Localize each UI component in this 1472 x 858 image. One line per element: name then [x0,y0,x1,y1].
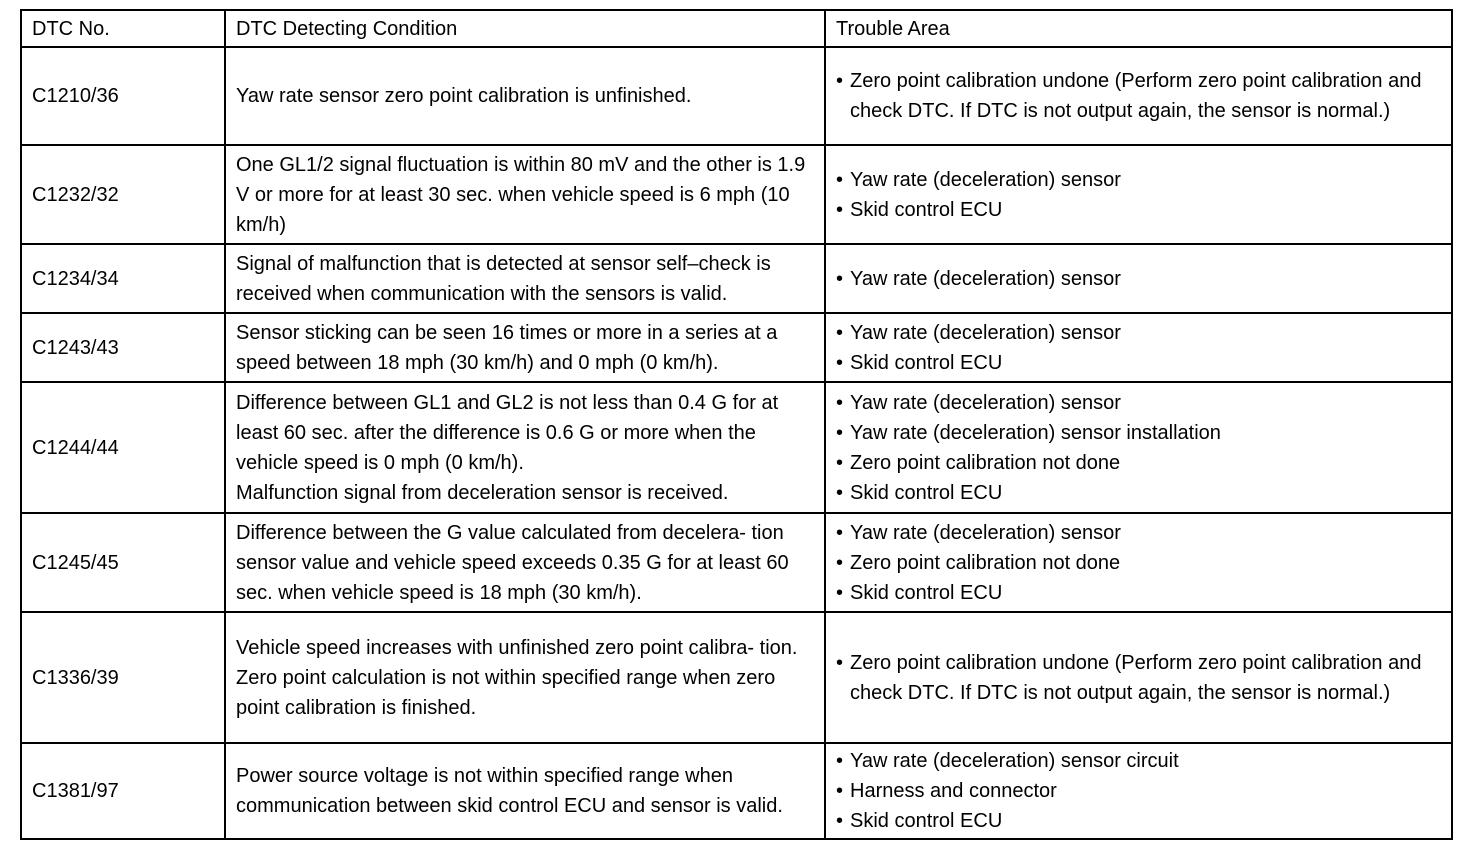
bullet-icon: • [836,651,844,674]
table-body [21,47,1452,839]
trouble-area-cell [825,313,1452,382]
table-row [21,145,1452,244]
table-row [21,513,1452,612]
trouble-area-item [836,388,1441,418]
condition-text: One GL1/2 signal fluctuation is within 80 mV and the other is 1.9 V or more for at least 30 sec. when vehicle speed is 6 mph (10 km/h) [236,153,806,236]
condition-cell [225,47,825,145]
trouble-area-item [836,165,1441,195]
dtc-code-cell: C1245/45 [21,513,225,612]
trouble-area-item [836,578,1441,608]
table-row [21,244,1452,313]
trouble-area-list [836,388,1441,508]
trouble-area-text: Zero point calibration not done [850,451,1121,474]
condition-cell [225,743,825,839]
bullet-icon: • [836,321,844,344]
trouble-area-item [836,518,1441,548]
trouble-area-list [836,318,1441,378]
dtc-table [20,9,1453,840]
bullet-icon: • [836,451,844,474]
dtc-code-cell: C1232/32 [21,145,225,244]
condition-text: Difference between the G value calculated from decelera- tion sensor value and vehicle speed exceeds 0.35 G for at least 60 sec. when vehicle speed is 18 mph (30 km/h). [236,521,789,604]
trouble-area-item [836,548,1441,578]
trouble-area-text: Harness and connector [850,780,1057,802]
trouble-area-text: Yaw rate (deceleration) sensor [850,391,1121,414]
trouble-area-item [836,418,1441,448]
condition-cell [225,382,825,513]
trouble-area-text: Skid control ECU [850,198,1003,221]
bullet-icon: • [836,168,844,191]
condition-cell [225,612,825,743]
bullet-icon: • [836,750,844,772]
bullet-icon: • [836,70,844,92]
header-condition: DTC Detecting Condition [225,10,825,47]
trouble-area-item [836,66,1441,126]
trouble-area-text: Yaw rate (deceleration) sensor circuit [850,750,1179,772]
bullet-icon: • [836,351,844,374]
condition-text: Vehicle speed increases with unfinished zero point calibra- tion. [236,636,798,659]
trouble-area-text: Yaw rate (deceleration) sensor [850,521,1121,544]
bullet-icon: • [836,551,844,574]
header-trouble-area: Trouble Area [825,10,1452,47]
trouble-area-item [836,478,1441,508]
bullet-icon: • [836,481,844,504]
trouble-area-cell [825,612,1452,743]
trouble-area-text: Yaw rate (deceleration) sensor [850,168,1121,191]
condition-text: Yaw rate sensor zero point calibration is unfinished. [236,85,692,107]
condition-text: Power source voltage is not within specified range when communication between skid control ECU and sensor is valid. [236,765,783,817]
trouble-area-item [836,806,1441,836]
trouble-area-list [836,165,1441,225]
trouble-area-text: Skid control ECU [850,581,1003,604]
trouble-area-text: Zero point calibration undone (Perform zero point calibration and check DTC. If DTC is not output again, the sensor is normal.) [850,651,1422,704]
trouble-area-cell [825,382,1452,513]
trouble-area-cell [825,743,1452,839]
trouble-area-item [836,776,1441,806]
trouble-area-cell [825,244,1452,313]
bullet-icon: • [836,391,844,414]
trouble-area-cell [825,47,1452,145]
condition-text: Signal of malfunction that is detected at sensor self–check is received when communication with the sensors is valid. [236,252,771,305]
condition-cell [225,145,825,244]
dtc-code-cell: C1244/44 [21,382,225,513]
header-row [21,10,1452,47]
bullet-icon: • [836,810,844,832]
table-row [21,313,1452,382]
trouble-area-item [836,448,1441,478]
trouble-area-item [836,648,1441,708]
table-row [21,743,1452,839]
trouble-area-text: Skid control ECU [850,351,1003,374]
trouble-area-item [836,746,1441,776]
table-row [21,612,1452,743]
condition-text: Zero point calculation is not within specified range when zero point calibration is finished. [236,666,776,719]
trouble-area-item [836,264,1441,294]
trouble-area-list [836,518,1441,608]
trouble-area-text: Yaw rate (deceleration) sensor [850,267,1121,290]
bullet-icon: • [836,267,844,290]
dtc-code-cell: C1234/34 [21,244,225,313]
dtc-code-cell: C1243/43 [21,313,225,382]
table-row [21,47,1452,145]
trouble-area-item [836,318,1441,348]
trouble-area-item [836,195,1441,225]
condition-cell [225,513,825,612]
bullet-icon: • [836,198,844,221]
condition-text: Sensor sticking can be seen 16 times or more in a series at a speed between 18 mph (30 km/h) and 0 mph (0 km/h). [236,321,778,374]
table-header [21,10,1452,47]
trouble-area-text: Yaw rate (deceleration) sensor installation [850,421,1221,444]
trouble-area-cell [825,145,1452,244]
trouble-area-item [836,348,1441,378]
trouble-area-text: Skid control ECU [850,481,1003,504]
trouble-area-text: Skid control ECU [850,810,1003,832]
bullet-icon: • [836,421,844,444]
bullet-icon: • [836,780,844,802]
bullet-icon: • [836,521,844,544]
trouble-area-text: Yaw rate (deceleration) sensor [850,321,1121,344]
trouble-area-cell [825,513,1452,612]
trouble-area-text: Zero point calibration not done [850,551,1121,574]
trouble-area-list [836,66,1441,126]
dtc-code-cell: C1336/39 [21,612,225,743]
condition-cell [225,244,825,313]
condition-cell [225,313,825,382]
bullet-icon: • [836,581,844,604]
dtc-code-cell: C1381/97 [21,743,225,839]
dtc-code-cell: C1210/36 [21,47,225,145]
table-row [21,382,1452,513]
condition-text: Malfunction signal from deceleration sensor is received. [236,481,729,504]
header-dtc-no: DTC No. [21,10,225,47]
condition-text: Difference between GL1 and GL2 is not less than 0.4 G for at least 60 sec. after the difference is 0.6 G or more when the vehicle speed is 0 mph (0 km/h). [236,391,779,474]
trouble-area-list [836,746,1441,836]
trouble-area-list [836,264,1441,294]
trouble-area-list [836,648,1441,708]
trouble-area-text: Zero point calibration undone (Perform zero point calibration and check DTC. If DTC is not output again, the sensor is normal.) [850,70,1422,122]
